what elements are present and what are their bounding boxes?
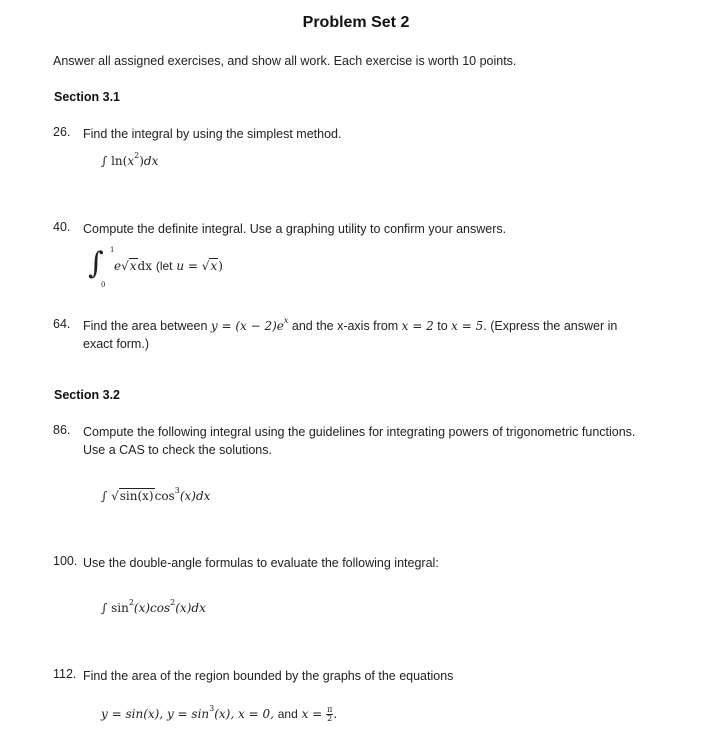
- exercise-text: Compute the definite integral. Use a graphing utility to confirm your answers.: [83, 222, 507, 236]
- exponent: 3: [174, 486, 180, 495]
- variable-u: u: [176, 259, 185, 273]
- exercise-text: Find the integral by using the simplest method.: [83, 127, 342, 141]
- exercise-86-formula: [101, 486, 211, 503]
- equation-part: (x), x = 0,: [214, 707, 274, 721]
- fraction-pi-over-2: $\frac{\pi}{2}$: [327, 705, 333, 723]
- period: .: [333, 707, 338, 721]
- exercise-text: Find the area of the region bounded by the graphs of the equations: [83, 669, 454, 683]
- exercise-number: 26.: [53, 125, 71, 139]
- definite-integral-sign: ∫: [88, 246, 104, 281]
- argument: (x)dx: [175, 601, 206, 615]
- ln-function: ln(: [111, 154, 128, 168]
- page-title: Problem Set 2: [302, 14, 410, 31]
- exercise-number: 86.: [53, 423, 71, 437]
- radicand: x: [210, 259, 218, 273]
- integral-sign: ∫: [101, 489, 108, 503]
- differential: dx: [137, 259, 152, 273]
- lower-bound: x = 2: [401, 319, 434, 333]
- section-heading-3-1: Section 3.1: [54, 90, 120, 104]
- differential: dx: [143, 154, 159, 168]
- section-heading-3-2: Section 3.2: [54, 388, 120, 402]
- integral-sign: ∫: [101, 154, 108, 168]
- text-part: Find the area between: [83, 319, 208, 333]
- instructions: Answer all assigned exercises, and show all work. Each exercise is worth 10 points.: [53, 54, 517, 68]
- exercise-number: 100.: [53, 554, 78, 568]
- exponent: 3: [209, 704, 215, 713]
- lower-limit: 0: [101, 281, 106, 289]
- square-root: √x: [201, 259, 218, 273]
- exponent: 2: [134, 151, 140, 160]
- exercise-text-line2: Use a CAS to check the solutions.: [83, 443, 272, 457]
- exercise-40-formula: [114, 259, 223, 273]
- upper-bound: x = 5: [451, 319, 484, 333]
- square-root: √sin(x): [111, 489, 154, 503]
- radicand: sin(x): [119, 489, 154, 503]
- exercise-number: 112.: [53, 667, 77, 681]
- variable-x: x: [127, 154, 135, 168]
- text-part: to: [437, 319, 448, 333]
- exercise-112-formula: [101, 706, 337, 723]
- integral-sign: ∫: [101, 601, 108, 615]
- cos-function: cos: [154, 489, 175, 503]
- text-part: and the x-axis from: [291, 319, 399, 333]
- upper-limit: 1: [110, 246, 115, 254]
- exercise-text-line1: Compute the following integral using the guidelines for integrating powers of trigonometric functions.: [83, 425, 636, 439]
- function-expression: $y = (x - 2)e^x$: [210, 316, 289, 333]
- and-text: and: [277, 707, 298, 721]
- exercise-text-line2: exact form.): [83, 337, 149, 351]
- radicand: x: [129, 259, 137, 273]
- argument: (x)dx: [179, 489, 211, 503]
- exercise-100-formula: [101, 598, 206, 615]
- equation-part: y = sin(x), y = sin: [101, 707, 210, 721]
- equals-sign: =: [187, 259, 198, 273]
- exercise-26-formula: [101, 151, 159, 168]
- equation-part: x =: [301, 707, 323, 721]
- exercise-number: 40.: [53, 220, 71, 234]
- close-paren: ): [218, 259, 223, 273]
- let-text: (let: [155, 259, 173, 273]
- square-root: √x: [121, 259, 137, 273]
- argument: (x)cos: [133, 601, 171, 615]
- base-e: e: [114, 259, 122, 273]
- close-paren: ): [139, 154, 144, 168]
- exercise-text-line1: [83, 317, 617, 335]
- exercise-number: 64.: [53, 317, 71, 331]
- sin-function: sin: [111, 601, 129, 615]
- exponent: 2: [128, 598, 134, 607]
- exponent: 2: [170, 598, 176, 607]
- exercise-text: Use the double-angle formulas to evaluate the following integral:: [83, 556, 439, 570]
- text-part: . (Express the answer in: [483, 319, 618, 333]
